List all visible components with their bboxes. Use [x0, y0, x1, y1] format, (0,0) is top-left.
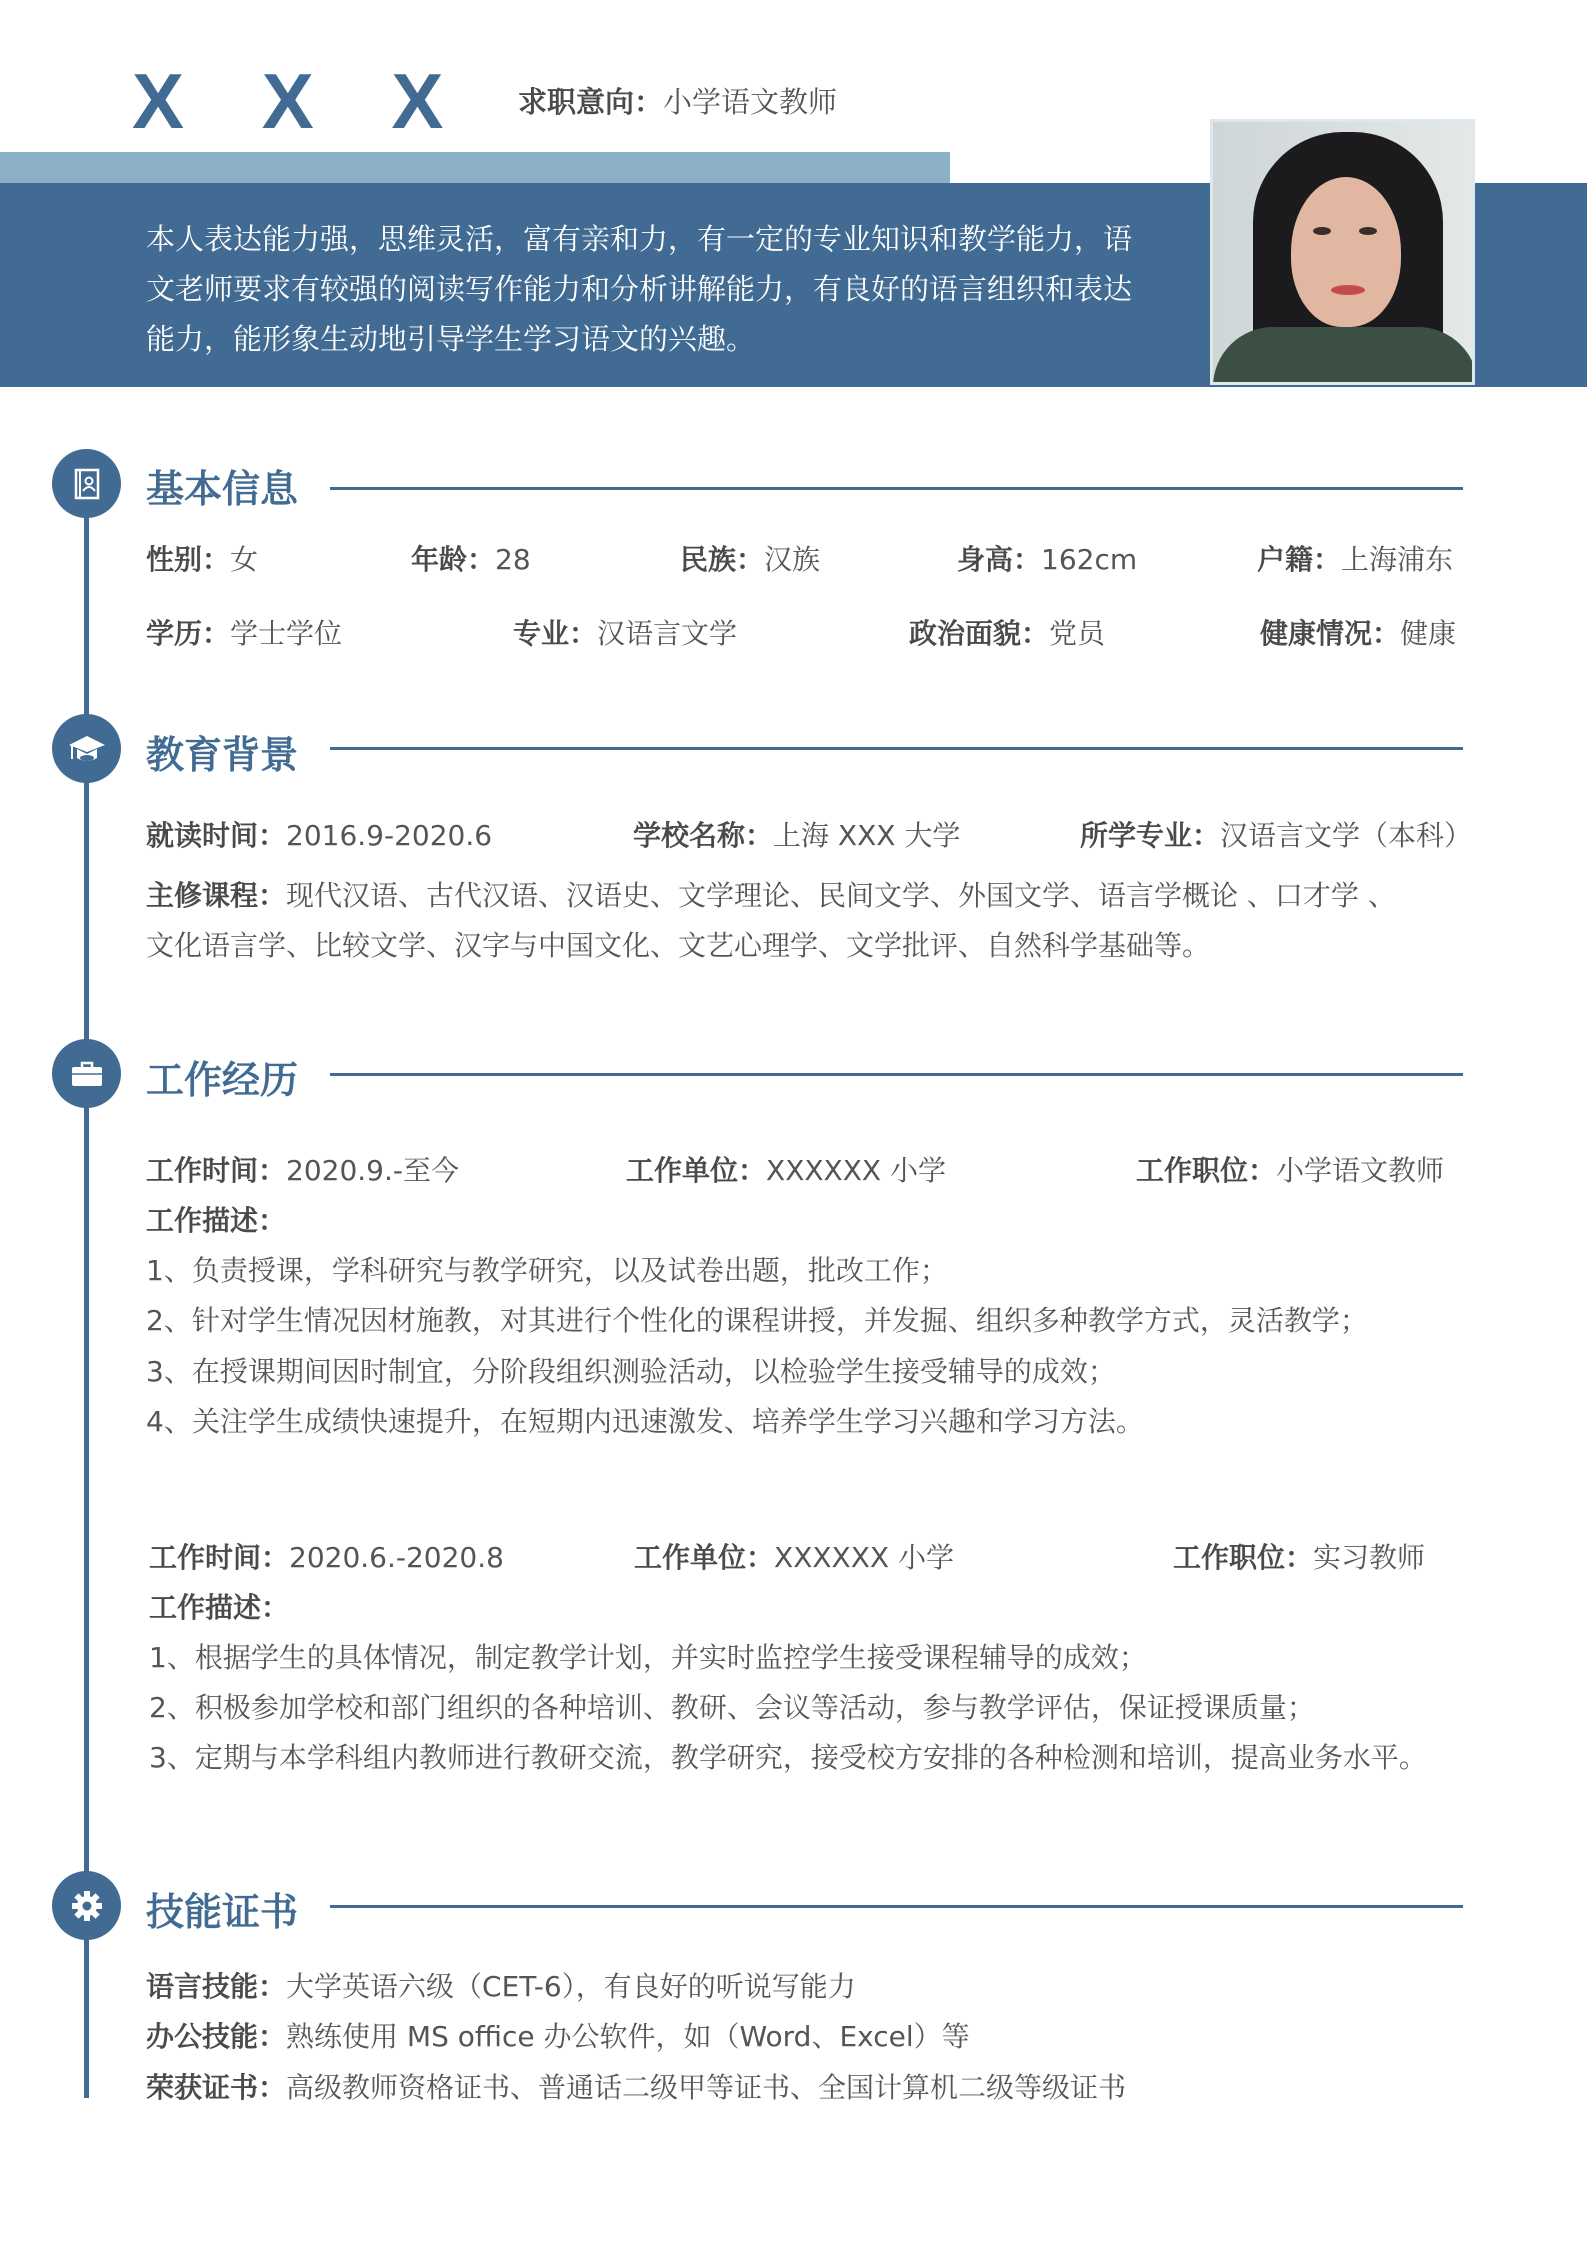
field-label: 办公技能：	[146, 2020, 287, 2053]
field-value: XXXXXX 小学	[766, 1154, 947, 1187]
field-value: 2020.6.-2020.8	[289, 1541, 504, 1574]
field-label: 性别：	[146, 543, 231, 576]
field-height	[957, 538, 1137, 578]
field-value: 2020.9.-至今	[286, 1154, 459, 1187]
field-label: 户籍：	[1257, 543, 1342, 576]
section-divider	[330, 1073, 1463, 1076]
job2-desc-label	[149, 1586, 289, 1626]
field-label: 工作描述：	[146, 1204, 287, 1237]
job1-time	[146, 1149, 459, 1189]
field-gender	[146, 538, 258, 578]
job1-desc-label	[146, 1199, 286, 1239]
gear-icon	[52, 1871, 121, 1940]
field-major	[513, 612, 737, 652]
job-intent-label: 求职意向：	[518, 85, 664, 119]
edu-period	[146, 814, 492, 854]
field-label: 就读时间：	[146, 819, 287, 852]
job1-item: 3、在授课期间因时制宜，分阶段组织测验活动，以检验学生接受辅导的成效；	[146, 1355, 1116, 1388]
field-label: 工作单位：	[634, 1541, 775, 1574]
briefcase-icon	[52, 1039, 121, 1108]
edu-school	[633, 814, 960, 854]
field-label: 主修课程：	[146, 879, 287, 912]
field-health	[1260, 612, 1456, 652]
section-title-work: 工作经历	[146, 1058, 299, 1102]
graduation-cap-icon	[52, 714, 121, 783]
field-value: 上海 XXX 大学	[773, 819, 961, 852]
job2-time	[149, 1536, 504, 1576]
field-value: 小学语文教师	[1276, 1154, 1445, 1187]
section-divider	[330, 487, 1463, 490]
field-label: 工作职位：	[1136, 1154, 1277, 1187]
field-label: 所学专业：	[1080, 819, 1221, 852]
field-label: 学历：	[146, 617, 231, 650]
field-label: 政治面貌：	[909, 617, 1050, 650]
field-value: 实习教师	[1313, 1541, 1426, 1574]
job1-item: 2、针对学生情况因材施教，对其进行个性化的课程讲授，并发掘、组织多种教学方式，灵活教学；	[146, 1304, 1368, 1337]
field-education	[146, 612, 342, 652]
edu-courses-cont: 文化语言学、比较文学、汉字与中国文化、文艺心理学、文学批评、自然科学基础等。	[146, 929, 1211, 962]
section-divider	[330, 747, 1463, 750]
job-intent-value: 小学语文教师	[663, 85, 838, 119]
field-ethnicity	[680, 538, 820, 578]
edu-courses	[146, 874, 1396, 914]
job2-item: 2、积极参加学校和部门组织的各种培训、教研、会议等活动，参与教学评估，保证授课质量；	[149, 1691, 1315, 1724]
field-label: 年龄：	[411, 543, 496, 576]
candidate-name: X X X	[132, 57, 472, 145]
field-label: 工作描述：	[149, 1591, 290, 1624]
field-value: 女	[230, 543, 259, 576]
field-value: 汉族	[764, 543, 821, 576]
self-summary: 本人表达能力强，思维灵活，富有亲和力，有一定的专业知识和教学能力，语文老师要求有较强的阅读写作能力和分析讲解能力，有良好的语言组织和表达能力，能形象生动地引导学生学习语文的兴趣。	[146, 222, 1133, 356]
field-age	[411, 538, 531, 578]
field-political	[909, 612, 1105, 652]
section-divider	[330, 1905, 1463, 1908]
field-label: 民族：	[680, 543, 765, 576]
field-label: 学校名称：	[633, 819, 774, 852]
field-label: 荣获证书：	[146, 2071, 287, 2104]
job2-unit	[634, 1536, 954, 1576]
field-label: 工作职位：	[1173, 1541, 1314, 1574]
skill-office	[146, 2015, 970, 2055]
profile-photo	[1210, 119, 1475, 385]
job1-item: 4、关注学生成绩快速提升，在短期内迅速激发、培养学生学习兴趣和学习方法。	[146, 1405, 1144, 1438]
field-value: 2016.9-2020.6	[286, 819, 493, 852]
job1-position	[1136, 1149, 1444, 1189]
field-value: 高级教师资格证书、普通话二级甲等证书、全国计算机二级等级证书	[286, 2071, 1127, 2104]
field-label: 工作时间：	[146, 1154, 287, 1187]
field-label: 工作时间：	[149, 1541, 290, 1574]
skill-certificates	[146, 2066, 1126, 2106]
field-label: 工作单位：	[626, 1154, 767, 1187]
section-title-education: 教育背景	[146, 733, 299, 777]
section-title-basic: 基本信息	[146, 467, 299, 511]
job1-unit	[626, 1149, 946, 1189]
contact-book-icon	[52, 449, 121, 518]
field-value: 162cm	[1041, 543, 1138, 576]
field-label: 健康情况：	[1260, 617, 1401, 650]
edu-major	[1080, 814, 1472, 854]
job2-item: 3、定期与本学科组内教师进行教研交流，教学研究，接受校方安排的各种检测和培训，提高业务水平。	[149, 1741, 1427, 1774]
field-hometown	[1257, 538, 1453, 578]
field-value: 汉语言文学	[597, 617, 738, 650]
field-value: 上海浦东	[1341, 543, 1454, 576]
field-value: 汉语言文学（本科）	[1220, 819, 1473, 852]
field-value: 党员	[1049, 617, 1106, 650]
field-value: 学士学位	[230, 617, 343, 650]
field-value: 健康	[1400, 617, 1457, 650]
job1-item: 1、负责授课，学科研究与教学研究，以及试卷出题，批改工作；	[146, 1254, 948, 1287]
field-value: XXXXXX 小学	[774, 1541, 955, 1574]
field-value: 大学英语六级（CET-6），有良好的听说写能力	[286, 1970, 856, 2003]
section-title-skills: 技能证书	[146, 1890, 299, 1934]
field-label: 语言技能：	[146, 1970, 287, 2003]
job2-position	[1173, 1536, 1425, 1576]
job-intent	[518, 80, 837, 121]
field-value: 现代汉语、古代汉语、汉语史、文学理论、民间文学、外国文学、语言学概论 、口才学 、	[286, 879, 1396, 912]
field-value: 熟练使用 MS office 办公软件，如（Word、Excel）等	[286, 2020, 970, 2053]
header-accent-band	[0, 152, 950, 183]
field-label: 专业：	[513, 617, 598, 650]
field-value: 28	[495, 543, 531, 576]
job2-item: 1、根据学生的具体情况，制定教学计划，并实时监控学生接受课程辅导的成效；	[149, 1641, 1147, 1674]
skill-language	[146, 1965, 856, 2005]
field-label: 身高：	[957, 543, 1042, 576]
